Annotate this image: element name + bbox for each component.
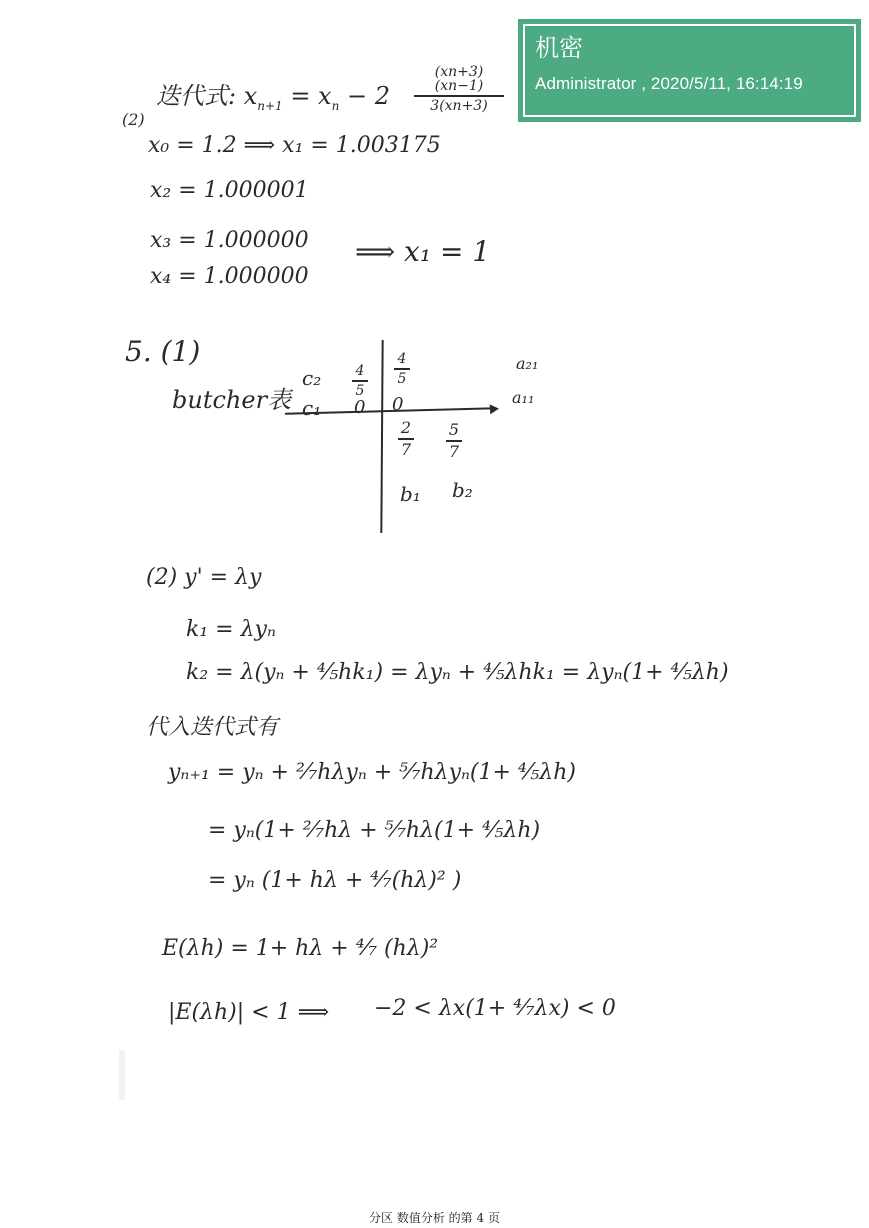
tableau-c2: c₂	[302, 366, 322, 390]
stability-inequality: −2 < λx(1+ ⁴⁄₇λx) < 0	[374, 996, 616, 1021]
x3-line: x₃ = 1.000000	[150, 228, 309, 253]
tableau-c2-value: 4 5	[352, 364, 368, 398]
scan-edge-shadow	[119, 1050, 125, 1100]
k2-definition: k₂ = λ(yₙ + ⅘hk₁) = λyₙ + ⅘λhk₁ = λyₙ(1+ ⅘λh)	[186, 660, 729, 685]
page-footer: 分区 数值分析 的第 4 页	[369, 1211, 500, 1225]
simplification-step-2: = yₙ (1+ hλ + ⁴⁄₇(hλ)² )	[208, 868, 462, 893]
butcher-tableau-label: butcher表	[172, 386, 292, 414]
stability-condition: |E(λh)| < 1 ⟹	[168, 1000, 330, 1025]
tableau-arrowhead	[490, 404, 500, 415]
tableau-b2-value: 5 7	[446, 422, 462, 460]
tableau-b1-value: 2 7	[398, 420, 414, 458]
tableau-a11-label: a₁₁	[512, 388, 535, 407]
k1-definition: k₁ = λyₙ	[186, 617, 276, 642]
x2-line: x₂ = 1.000001	[150, 178, 309, 203]
substitute-note: 代入迭代式有	[146, 715, 279, 740]
tableau-b1-label: b₁	[400, 482, 421, 506]
tableau-c1-value: 0	[354, 397, 366, 418]
x0-x1-line: x₀ = 1.2 ⟹ x₁ = 1.003175	[148, 133, 441, 158]
x4-line: x₄ = 1.000000	[150, 264, 309, 289]
watermark-title: 机密	[535, 34, 583, 62]
tableau-a21-value: 4 5	[394, 352, 410, 386]
iteration-fraction: (xn+3)(xn−1) 3(xn+3)	[414, 65, 504, 113]
test-equation: (2) y' = λy	[146, 565, 262, 590]
confidential-watermark	[518, 19, 861, 122]
stability-function: E(λh) = 1+ hλ + ⁴⁄₇ (hλ)²	[162, 936, 439, 961]
tableau-a11-value: 0	[392, 394, 404, 415]
simplification-step-1: = yₙ(1+ ²⁄₇hλ + ⁵⁄₇hλ(1+ ⅘λh)	[208, 818, 541, 843]
convergence-conclusion: ⟹ x₁ = 1	[355, 235, 491, 268]
tableau-a21-label: a₂₁	[516, 354, 539, 373]
iteration-formula-label: 迭代式: $x_{n+1} = x_n - 2$	[156, 82, 390, 113]
yn1-expression: yₙ₊₁ = yₙ + ²⁄₇hλyₙ + ⁵⁄₇hλyₙ(1+ ⅘λh)	[168, 760, 576, 785]
watermark-meta: Administrator , 2020/5/11, 16:14:19	[535, 74, 803, 93]
question-5-label: 5. (1)	[125, 335, 201, 368]
tableau-b2-label: b₂	[452, 478, 473, 502]
part-2-label: (2)	[122, 110, 145, 129]
tableau-c1: c₁	[302, 396, 322, 420]
